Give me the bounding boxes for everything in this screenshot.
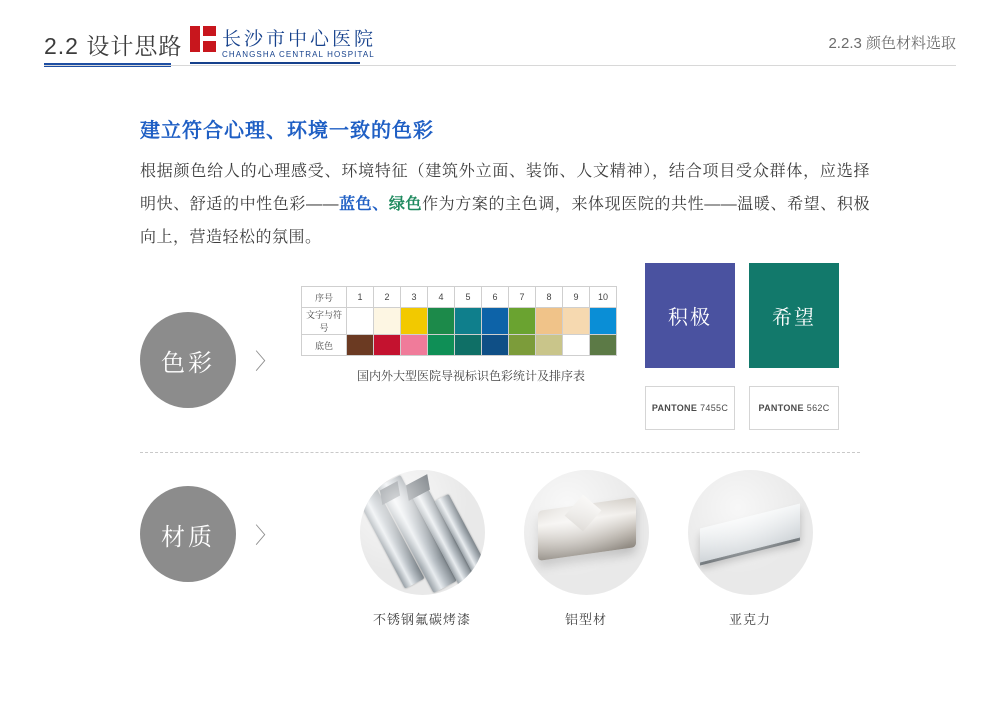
keyword-blue: 蓝色: [338, 196, 373, 213]
table-row-index: [302, 287, 617, 308]
section-heading: 建立符合心理、环境一致的色彩: [140, 120, 434, 142]
paragraph-part-2: 作为方案的主色调，来体现医院的共性——温暖、希望、积极向上，营造轻松的氛围。: [140, 196, 870, 246]
color-table-caption: 国内外大型医院导视标识色彩统计及排序表: [356, 369, 585, 383]
material-item-acrylic: [675, 470, 825, 628]
material-caption-steel: 不锈钢氟碳烤漆: [372, 612, 471, 627]
table-cell-index: 5: [455, 287, 482, 308]
swatch-bg-5: [455, 335, 482, 356]
table-cell-index: 8: [536, 287, 563, 308]
material-item-steel: [347, 470, 497, 628]
swatch-text-10: [590, 308, 617, 335]
swatch-bg-4: [428, 335, 455, 356]
swatch-bg-8: [536, 335, 563, 356]
acrylic-sheet-photo: [688, 470, 813, 595]
body-paragraph: [140, 155, 870, 254]
swatch-text-4: [428, 308, 455, 335]
aluminium-profile-photo: [524, 470, 649, 595]
keyword-green: 绿色: [388, 196, 423, 213]
table-cell-index: 4: [428, 287, 455, 308]
group-badge-material-label: 材质: [161, 523, 215, 551]
color-statistics-table: [301, 286, 617, 356]
swatch-bg-3: [401, 335, 428, 356]
swatch-text-5: [455, 308, 482, 335]
swatch-bg-1: [347, 335, 374, 356]
arrow-material-icon: 〉: [255, 523, 278, 548]
swatch-text-7: [509, 308, 536, 335]
section-divider: [140, 452, 860, 453]
keyword-separator: 、: [372, 196, 389, 213]
pantone-card-hope: [749, 263, 839, 430]
page-title: 2.2 设计思路: [44, 33, 183, 59]
hospital-logo: [190, 24, 377, 64]
table-row-background: [302, 335, 617, 356]
material-item-aluminium: [511, 470, 661, 628]
paragraph-part-1: 根据颜色给人的心理感受、环境特征（建筑外立面、装饰、人文精神），结合项目受众群体，应选择明快、舒适的中性色彩——: [140, 163, 870, 213]
swatch-text-3: [401, 308, 428, 335]
swatch-bg-6: [482, 335, 509, 356]
table-cell-index: 9: [563, 287, 590, 308]
pantone-swatch-positive-label: 积极: [668, 307, 712, 329]
pantone-swatch-hope-label: 希望: [772, 307, 816, 329]
swatch-bg-2: [374, 335, 401, 356]
swatch-text-2: [374, 308, 401, 335]
swatch-bg-10: [590, 335, 617, 356]
table-cell-index: 3: [401, 287, 428, 308]
pantone-code-hope: [749, 386, 839, 430]
logo-name-cn: 长沙市中心医院: [222, 28, 377, 50]
pantone-swatch-hope: [749, 263, 839, 368]
table-cell-index: 7: [509, 287, 536, 308]
table-cell-index: 6: [482, 287, 509, 308]
swatch-text-8: [536, 308, 563, 335]
pantone-code-positive: [645, 386, 735, 430]
pantone-swatch-positive: [645, 263, 735, 368]
swatch-text-9: [563, 308, 590, 335]
logo-name-en: CHANGSHA CENTRAL HOSPITAL: [222, 50, 375, 59]
pantone-code-hope-prefix: PANTONE: [758, 403, 804, 413]
arrow-color-icon: 〉: [255, 349, 278, 374]
swatch-text-1: [347, 308, 374, 335]
pantone-code-hope-value: 562C: [806, 403, 830, 413]
row-header-text-symbol: 文字与符号: [302, 308, 347, 335]
header-divider: [44, 65, 956, 66]
page-header: [0, 0, 1000, 76]
pantone-code-positive-prefix: PANTONE: [651, 403, 698, 413]
swatch-text-6: [482, 308, 509, 335]
group-badge-color-label: 色彩: [161, 349, 215, 377]
table-cell-index: 2: [374, 287, 401, 308]
row-header-index: 序号: [302, 287, 347, 308]
swatch-bg-9: [563, 335, 590, 356]
swatch-bg-7: [509, 335, 536, 356]
group-badge-color: [140, 312, 236, 408]
row-header-background: 底色: [302, 335, 347, 356]
group-badge-material: [140, 486, 236, 582]
table-cell-index: 1: [347, 287, 374, 308]
table-row-text-symbol: [302, 308, 617, 335]
steel-tube-photo: [360, 470, 485, 595]
logo-mark-icon: [190, 26, 216, 52]
logo-divider: [190, 62, 360, 64]
pantone-code-positive-value: 7455C: [700, 403, 729, 413]
pantone-card-positive: [645, 263, 735, 430]
material-caption-acrylic: 亚克力: [728, 612, 771, 627]
material-caption-aluminium: 铝型材: [564, 612, 607, 627]
table-cell-index: 10: [590, 287, 617, 308]
breadcrumb: 2.2.3 颜色材料选取: [828, 35, 956, 52]
